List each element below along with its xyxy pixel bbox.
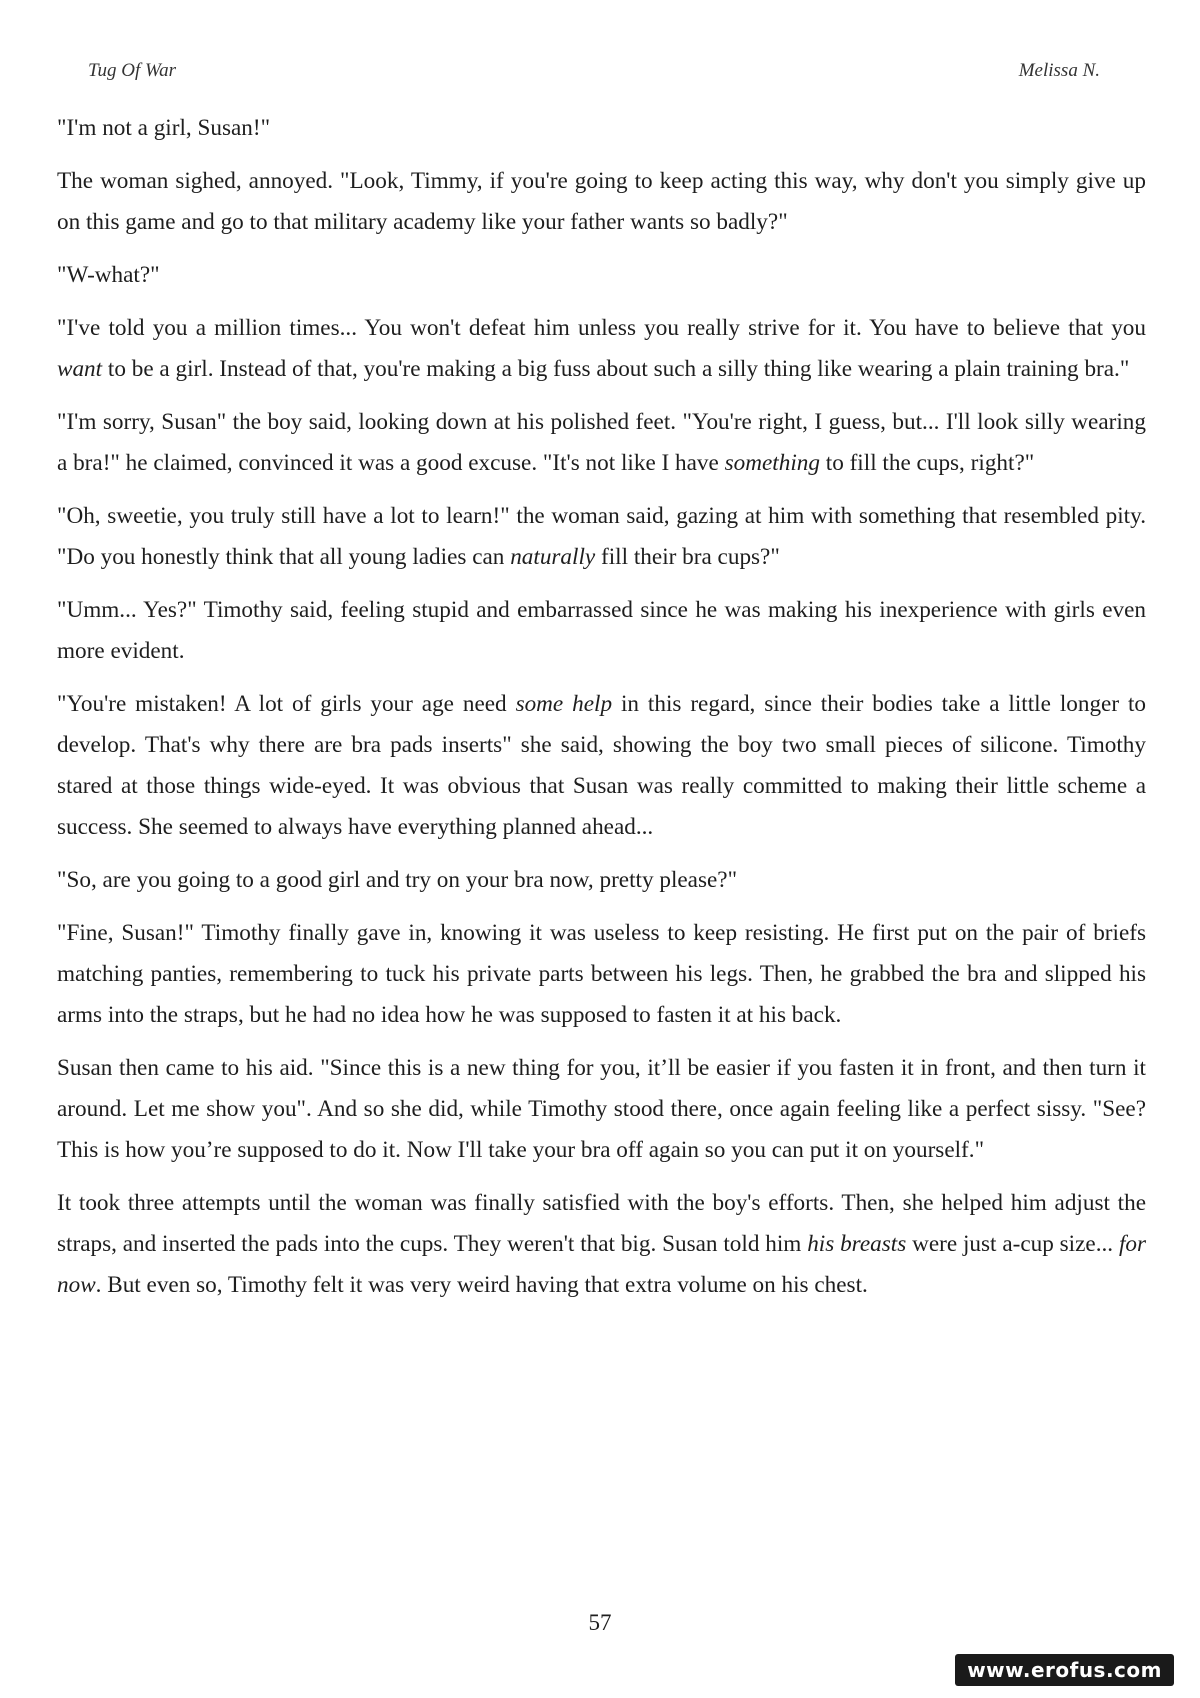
text-run: "Umm... Yes?" Timothy said, feeling stupid and embarrassed since he was making his inexperience with girls even more evident. [57, 597, 1146, 664]
author-name: Melissa N. [1018, 60, 1100, 81]
text-run: "I'm not a girl, Susan!" [57, 115, 271, 141]
book-title: Tug Of War [88, 60, 176, 81]
text-run: fill their bra cups?" [595, 544, 780, 570]
paragraph [57, 255, 1146, 296]
text-run: It took three attempts until the woman was finally satisfied with the boy's efforts. Then, she helped him adjust the straps, and inserted the pads into the cups. They weren't that big. Susan told him [57, 1190, 1146, 1257]
italic-text: want [57, 356, 103, 382]
text-run: "I've told you a million times... You won't defeat him unless you really strive for it. You have to believe that you [57, 315, 1146, 341]
paragraph [57, 108, 1146, 149]
paragraph [57, 402, 1146, 484]
body-text [57, 108, 1146, 1318]
text-run: . But even so, Timothy felt it was very weird having that extra volume on his chest. [95, 1272, 868, 1298]
paragraph [57, 913, 1146, 1036]
watermark-logo: www.erofus.com [955, 1654, 1174, 1686]
text-run: "So, are you going to a good girl and try on your bra now, pretty please?" [57, 867, 738, 893]
italic-text: naturally [510, 544, 596, 570]
text-run: to be a girl. Instead of that, you're making a big fuss about such a silly thing like wearing a plain training bra." [102, 356, 1130, 382]
text-run: The woman sighed, annoyed. "Look, Timmy, if you're going to keep acting this way, why don't you simply give up on this game and go to that military academy like your father wants so badly?" [57, 168, 1146, 235]
text-run: "You're mistaken! A lot of girls your age need [57, 691, 516, 717]
text-run: "Fine, Susan!" Timothy finally gave in, knowing it was useless to keep resisting. He first put on the pair of briefs matching panties, remembering to tuck his private parts between his legs. Then, he grabbed the bra and slipped his arms into the straps, but he had no idea how he was supposed to fasten it at his back. [57, 920, 1146, 1028]
text-run: "Oh, sweetie, you truly still have a lot to learn!" the woman said, gazing at him with something that resembled pity. "Do you honestly think that all young ladies can [57, 503, 1146, 570]
text-run: "I'm sorry, Susan" the boy said, looking down at his polished feet. "You're right, I guess, but... I'll look silly wearing a bra!" he claimed, convinced it was a good excuse. "It's not like I have [57, 409, 1146, 476]
italic-text: for now [57, 1231, 1146, 1298]
text-run: in this regard, since their bodies take a little longer to develop. That's why there are bra pads inserts" she said, showing the boy two small pieces of silicone. Timothy stared at those things wide-eyed. It was obvious that Susan was really committed to making their little scheme a success. She seemed to always have everything planned ahead... [57, 691, 1146, 840]
italic-text: his breasts [807, 1231, 907, 1257]
paragraph [57, 590, 1146, 672]
paragraph [57, 1183, 1146, 1306]
paragraph [57, 860, 1146, 901]
paragraph [57, 308, 1146, 390]
text-run: "W-what?" [57, 262, 160, 288]
page-number: 57 [588, 1610, 612, 1635]
text-run: Susan then came to his aid. "Since this is a new thing for you, it’ll be easier if you fasten it in front, and then turn it around. Let me show you". And so she did, while Timothy stood there, once again feeling like a perfect sissy. "See? This is how you’re supposed to do it. Now I'll take your bra off again so you can put it on yourself." [57, 1055, 1146, 1163]
paragraph [57, 1048, 1146, 1171]
italic-text: something [724, 450, 820, 476]
running-header [88, 60, 1100, 90]
paragraph [57, 161, 1146, 243]
italic-text: some help [515, 691, 613, 717]
paragraph [57, 684, 1146, 848]
text-run: were just a-cup size... [906, 1231, 1119, 1257]
text-run: to fill the cups, right?" [819, 450, 1035, 476]
paragraph [57, 496, 1146, 578]
